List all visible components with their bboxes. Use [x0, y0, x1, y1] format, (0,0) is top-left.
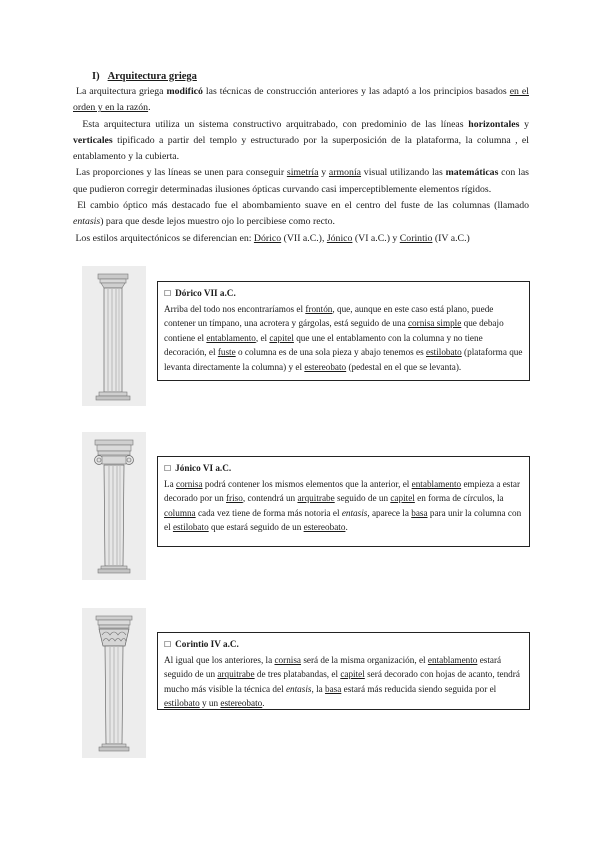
ionic-column-image	[82, 432, 146, 580]
intro-paragraph-5: Los estilos arquitectónicos se diferencian en: Dórico (VII a.C.), Jónico (VI a.C.) y Corintio (IV a.C.)	[75, 232, 470, 244]
doric-title: ☐ Dórico VII a.C.	[164, 288, 236, 298]
heading-title: Arquitectura griega	[107, 71, 197, 82]
section-heading	[92, 71, 197, 82]
intro-paragraph-4: El cambio óptico más destacado fue el abombamiento suave en el centro del fuste de las columnas (llamado entasis) para que desde lejos muestro ojo lo percibiese como recto.	[73, 200, 530, 228]
corinthian-text: Al igual que los anteriores, la cornisa será de la misma organización, el entablamento estará seguido de un arquitrabe de tres platabandas, el capitel será decorado con hojas de acanto, tendrá mucho más visible la técnica del entasis, la basa estará más reducida siendo seguida por el estilobato y un estereobato.	[164, 654, 520, 709]
intro-text	[73, 84, 529, 247]
corinthian-title: ☐ Corintio IV a.C.	[164, 639, 239, 649]
intro-paragraph-2: Esta arquitectura utiliza un sistema constructivo arquitrabado, con predominio de las líneas horizontales y verticales tipificado a partir del templo y estructurado por la superposición de la plataforma, la columna , el entablamento y la cubierta.	[73, 118, 529, 163]
intro-paragraph-3: Las proporciones y las líneas se unen para conseguir simetría y armonía visual utilizando las matemáticas con las que pudieron corregir determinadas ilusiones ópticas curvando casi imperceptiblemente elementos rígidos.	[73, 167, 529, 195]
ionic-title: ☐ Jónico VI a.C.	[164, 463, 232, 473]
ionic-description-box	[157, 456, 530, 547]
ionic-text: La cornisa podrá contener los mismos elementos que la anterior, el entablamento empieza a estar decorado por un friso, contendrá un arquitrabe seguido de un capitel en forma de círculos, la columna cada vez tiene de forma más notoria el entasis, aparece la basa para unir la columna con el estilobato que estará seguido de un estereobato.	[164, 478, 522, 533]
corinthian-column-image	[82, 608, 146, 758]
checkbox-icon: ☐	[164, 640, 172, 649]
corinthian-description-box	[157, 632, 530, 710]
intro-paragraph-1: La arquitectura griega modificó las técnicas de construcción anteriores y las adaptó a los principios basados en el orden y en la razón.	[73, 86, 529, 114]
doric-text: Arriba del todo nos encontraríamos el frontón, que, aunque en este caso está plano, puede contener un tímpano, una acrotera y gárgolas, está seguido de una cornisa simple que debajo contiene el entablamento, el capitel que une el entablamento con la columna y no tiene decoración, el fuste o columna es de una sola pieza y abajo tenemos es estilobato (plataforma que levanta directamente la columna) y el estereobato (pedestal en el que se levanta).	[164, 303, 523, 372]
doric-description-box	[157, 281, 530, 381]
checkbox-icon: ☐	[164, 464, 172, 473]
checkbox-icon: ☐	[164, 289, 172, 298]
doric-column-image	[82, 266, 146, 406]
heading-number: I)	[92, 71, 100, 82]
